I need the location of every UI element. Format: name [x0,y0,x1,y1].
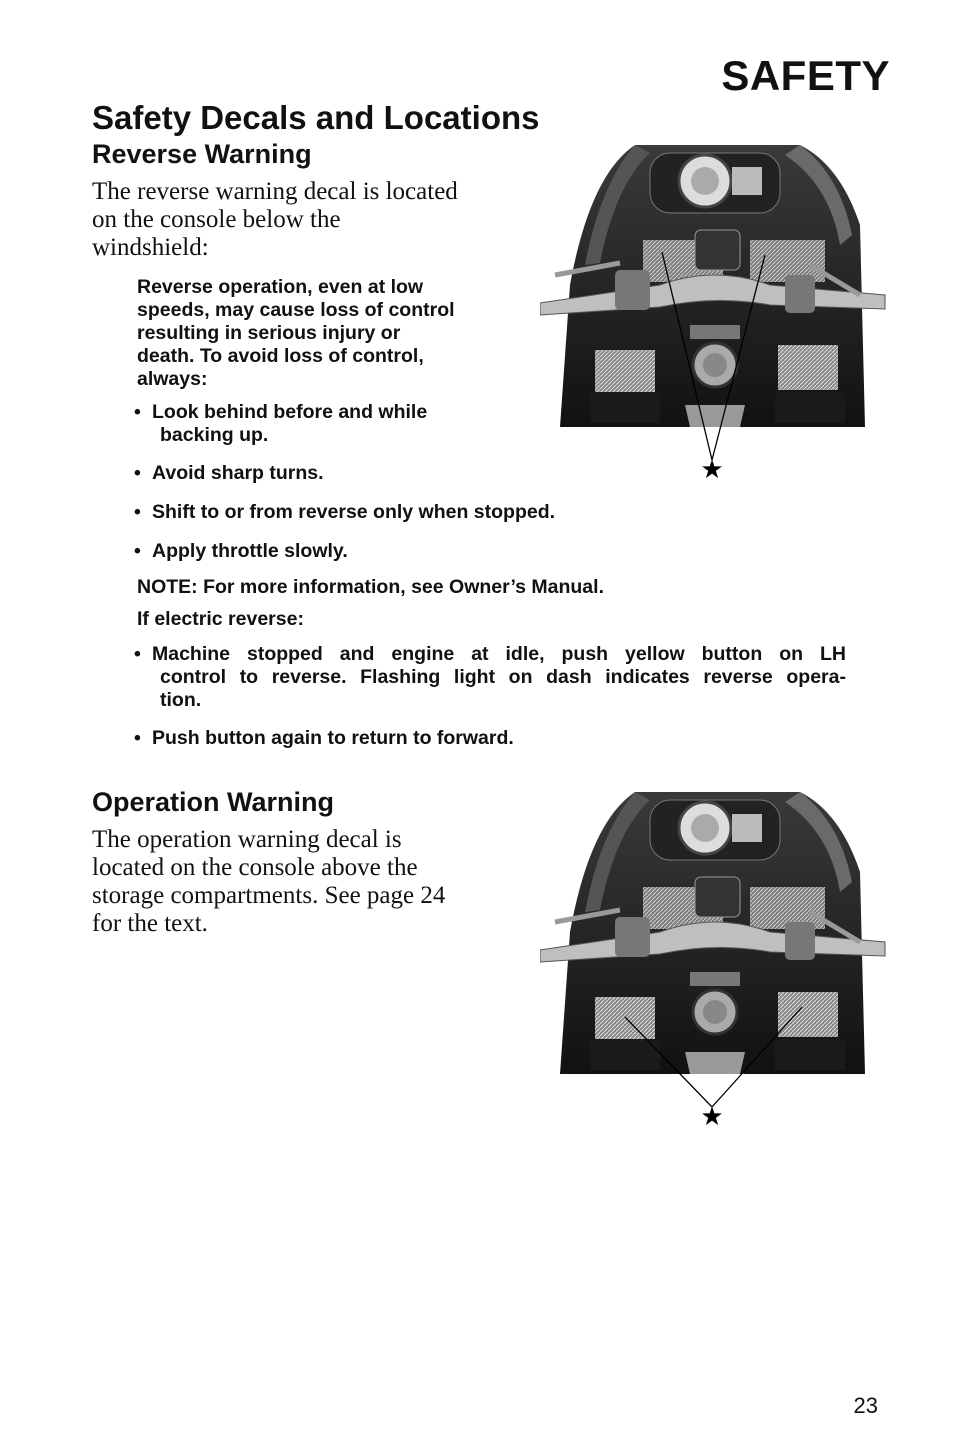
snowmobile-console-photo-reverse [540,145,890,485]
reverse-warning-intro [92,178,522,262]
decal-line: death. To avoid loss of control, [137,345,424,367]
bullet-text: Avoid sharp turns. [152,462,324,484]
decal-line: resulting in serious injury or [137,322,401,344]
callout-star-icon: ★ [700,1102,724,1132]
bullet-text-cont: backing up. [160,424,269,446]
callout-star-icon: ★ [700,455,724,485]
bullet-item [134,540,634,563]
snowmobile-console-photo-operation [540,792,890,1132]
bullet-dot: • [134,462,141,484]
section-header: SAFETY [721,52,890,99]
bullet-item [134,401,534,447]
bullet-dot: • [134,501,141,523]
bullet-dot: • [134,727,141,749]
electric-reverse-label: If electric reverse: [137,608,304,630]
intro-line: for the text. [92,910,208,937]
intro-line: on the console below the [92,206,341,233]
intro-line: The operation warning decal is [92,826,402,853]
decal-line: Reverse operation, even at low [137,276,424,298]
reverse-warning-heading: Reverse Warning [92,139,312,169]
bullet-text: Push button again to return to forward. [152,727,514,749]
intro-line: located on the console above the [92,854,418,881]
operation-warning-intro [92,826,532,938]
intro-line: The reverse warning decal is located [92,178,458,205]
bullet-dot: • [134,540,141,562]
bullet-item [134,501,734,524]
bullet-text: Apply throttle slowly. [152,540,348,562]
intro-line: storage compartments. See page 24 [92,882,446,909]
bullet-dot: • [134,643,141,665]
decal-warning-text [137,276,537,391]
bullet-text: Look behind before and while [152,401,428,423]
intro-line: windshield: [92,234,209,261]
decal-line: speeds, may cause loss of control [137,299,455,321]
operation-warning-heading: Operation Warning [92,787,334,817]
bullet-text: Machine stopped and engine at idle, push yellow button on LH [152,643,846,665]
page-number: 23 [853,1393,878,1418]
bullet-text-cont: control to reverse. Flashing light on dash indicates reverse opera- [160,666,846,688]
bullet-dot: • [134,401,141,423]
bullet-text: Shift to or from reverse only when stopped. [152,501,556,523]
page-title: Safety Decals and Locations [92,99,540,136]
bullet-item [134,643,846,712]
decal-line: always: [137,368,208,390]
bullet-text-cont: tion. [160,689,202,711]
note-text: NOTE: For more information, see Owner’s Manual. [137,576,604,598]
bullet-item [134,727,734,750]
